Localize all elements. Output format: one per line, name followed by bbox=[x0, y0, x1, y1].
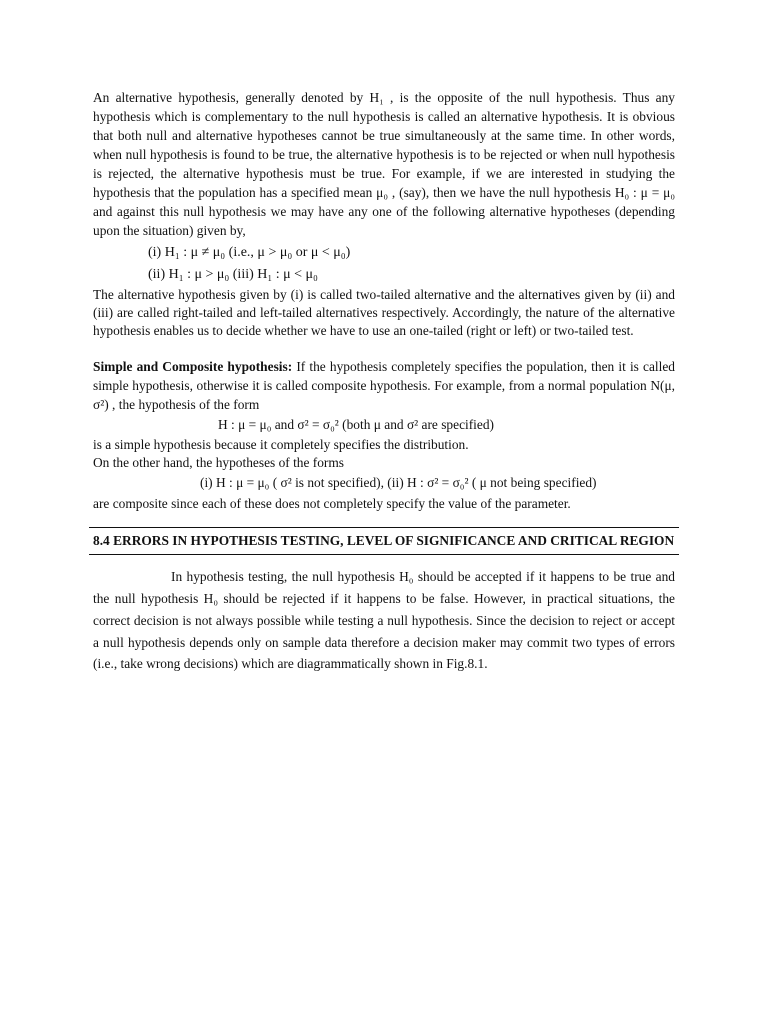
composite-intro-line: On the other hand, the hypotheses of the forms bbox=[93, 454, 345, 470]
section-heading: 8.4 ERRORS IN HYPOTHESIS TESTING, LEVEL OF SIGNIFICANCE AND CRITICAL REGION bbox=[93, 533, 675, 549]
equation-simple bbox=[93, 414, 675, 436]
simple-composite-text: If the hypothesis completely specifies the population, then it is called simple hypothesis, otherwise it is called composite hypothesis. For example, from a normal population N(μ, σ²) , the hypothesis of the form bbox=[93, 358, 675, 412]
simple-composite-paragraph bbox=[93, 357, 675, 414]
errors-paragraph: In hypothesis testing, the null hypothesis H₀ should be accepted if it happens to be true and the null hypothesis H₀ should be rejected if it happens to be false. However, in practical situations, the correct decision is not always possible while testing a null hypothesis. Since the decision to reject or accept a null hypothesis depends only on sample data therefore a decision maker may commit two types of errors (i.e., take wrong decisions) which are diagrammatically shown in Fig.8.1. bbox=[93, 569, 675, 672]
composite-conclusion-line: are composite since each of these does not completely specify the value of the parameter. bbox=[93, 496, 571, 512]
document-page bbox=[93, 88, 675, 675]
section-rule-top bbox=[89, 527, 679, 528]
equation-alternatives-1 bbox=[93, 242, 675, 266]
equation-text: H : μ = μ₀ and σ² = σ₀² (both μ and σ² are specified) bbox=[218, 416, 495, 432]
equation-text: (i) H₁ : μ ≠ μ₀ (i.e., μ > μ₀ or μ < μ₀) bbox=[148, 245, 351, 261]
equation-text: (i) H : μ = μ₀ ( σ² is not specified), (ii) H : σ² = σ₀² ( μ not being specified) bbox=[200, 475, 597, 491]
equation-composite bbox=[93, 471, 675, 495]
simple-composite-title: Simple and Composite hypothesis: bbox=[93, 358, 293, 374]
equation-alternatives-2 bbox=[93, 266, 675, 286]
alternatives-paragraph: The alternative hypothesis given by (i) is called two-tailed alternative and the alternatives given by (ii) and (iii) are called right-tailed and left-tailed alternatives respectively. Accordingly, the nature of the alternative hypothesis enables us to decide whether we have to use an one-tailed (right or left) or two-tailed test. bbox=[93, 287, 675, 338]
intro-paragraph: An alternative hypothesis, generally denoted by H₁ , is the opposite of the null hypothesis. Thus any hypothesis which is complementary to the null hypothesis is called an alternative hypothesis. It is obvious that both null and alternative hypotheses cannot be true simultaneously at the same time. In other words, when null hypothesis is found to be true, the alternative hypothesis is to be rejected or when null hypothesis is rejected, the alternative hypothesis must be true. For example, if we are interested in studying the hypothesis that the population has a specified mean μ₀ , (say), then we have the null hypothesis H₀ : μ = μ₀ and against this null hypothesis we may have any one of the following alternative hypotheses (depending upon the situation) given by, bbox=[93, 90, 675, 239]
equation-text: (ii) H₁ : μ > μ₀ (iii) H₁ : μ < μ₀ bbox=[148, 267, 318, 283]
simple-hypothesis-line: is a simple hypothesis because it completely specifies the distribution. bbox=[93, 436, 469, 452]
